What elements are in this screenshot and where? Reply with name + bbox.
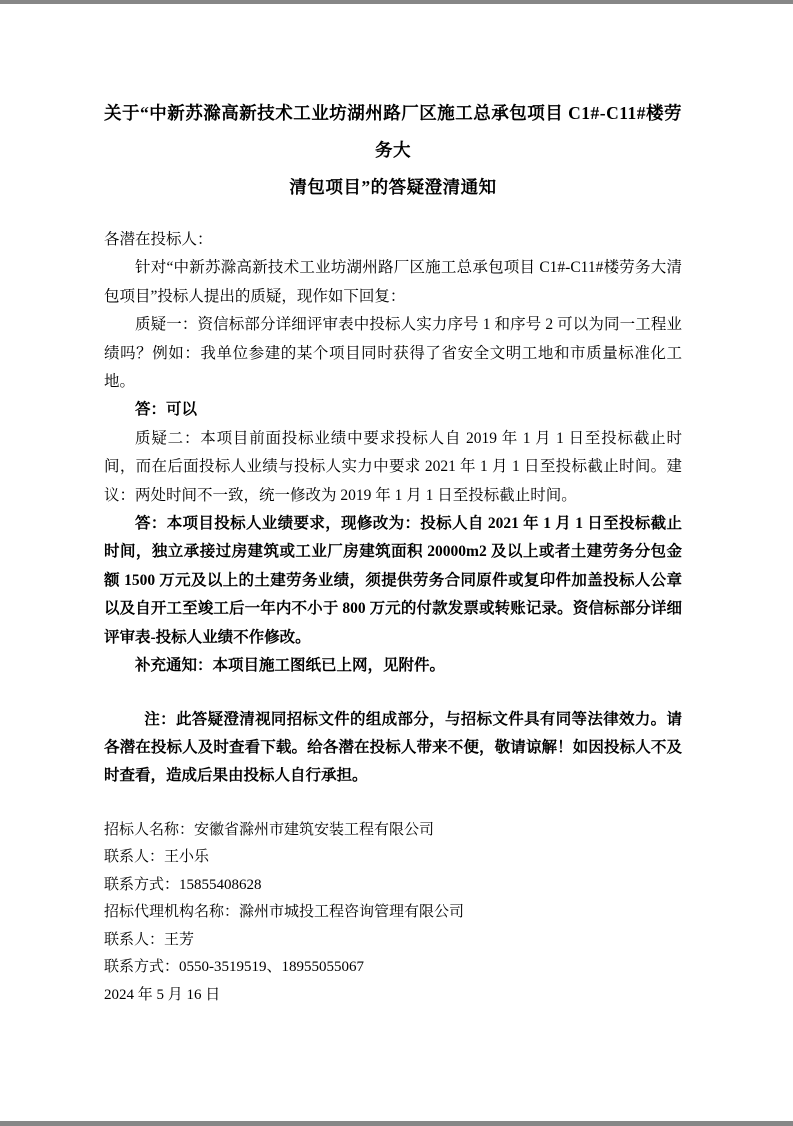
- reply-intro: 针对“中新苏滁高新技术工业坊湖州路厂区施工总承包项目 C1#-C11#楼劳务大清包项目”投标人提出的质疑，现作如下回复：: [104, 259, 682, 305]
- issue-date: 2024 年 5 月 16 日: [104, 986, 221, 1003]
- note: 注：此答疑澄清视同招标文件的组成部分，与招标文件具有同等法律效力。请各潜在投标人及时查看下载。给各潜在投标人带来不便，敬请谅解！如因投标人不及时查看，造成后果由投标人自行承担。: [104, 710, 682, 785]
- answer-2: 答：本项目投标人业绩要求，现修改为：投标人自 2021 年 1 月 1 日至投标截止时间，独立承接过房建筑或工业厂房建筑面积 20000m2 及以上或者土建劳务分包金额 1500 万元及以上的土建劳务业绩，须提供劳务合同原件或复印件加盖投标人公章以及自开工至竣工后一年内不小于 800 万元的付款发票或转账记录。资信标部分详细评审表-投标人业绩不作修改。: [104, 515, 682, 646]
- question-2: 质疑二：本项目前面投标业绩中要求投标人自 2019 年 1 月 1 日至投标截止时间，而在后面投标人业绩与投标人实力中要求 2021 年 1 月 1 日至投标截止时间。建议：两处时间不一致，统一修改为 2019 年 1 月 1 日至投标截止时间。: [104, 429, 682, 504]
- answer-1: 答：可以: [135, 401, 198, 419]
- page-top-edge: [0, 0, 793, 4]
- document-footer: [104, 817, 682, 1010]
- title-line-1: 关于“中新苏滁高新技术工业坊湖州路厂区施工总承包项目 C1#-C11#楼劳务大: [104, 103, 683, 160]
- document-content: [104, 95, 682, 1009]
- title-line-2: 清包项目”的答疑澄清通知: [289, 177, 497, 197]
- agency-contact-phone: 联系方式：0550-3519519、18955055067: [104, 959, 364, 976]
- supplement-notice: 补充通知：本项目施工图纸已上网，见附件。: [135, 657, 446, 675]
- agency-contact-person: 联系人：王芳: [104, 931, 195, 948]
- agency-name: 招标代理机构名称：滁州市城投工程咨询管理有限公司: [104, 904, 465, 921]
- document-body: [104, 226, 682, 791]
- tenderer-name: 招标人名称：安徽省滁州市建筑安装工程有限公司: [104, 821, 435, 838]
- page-bottom-edge: [0, 1121, 793, 1126]
- question-1: 质疑一：资信标部分详细评审表中投标人实力序号 1 和序号 2 可以为同一工程业绩吗？例如：我单位参建的某个项目同时获得了省安全文明工地和市质量标准化工地。: [104, 316, 682, 391]
- tenderer-contact-phone: 联系方式：15855408628: [104, 876, 262, 893]
- salutation: 各潜在投标人：: [104, 231, 213, 248]
- tenderer-contact-person: 联系人：王小乐: [104, 849, 210, 866]
- document-title: [104, 95, 682, 206]
